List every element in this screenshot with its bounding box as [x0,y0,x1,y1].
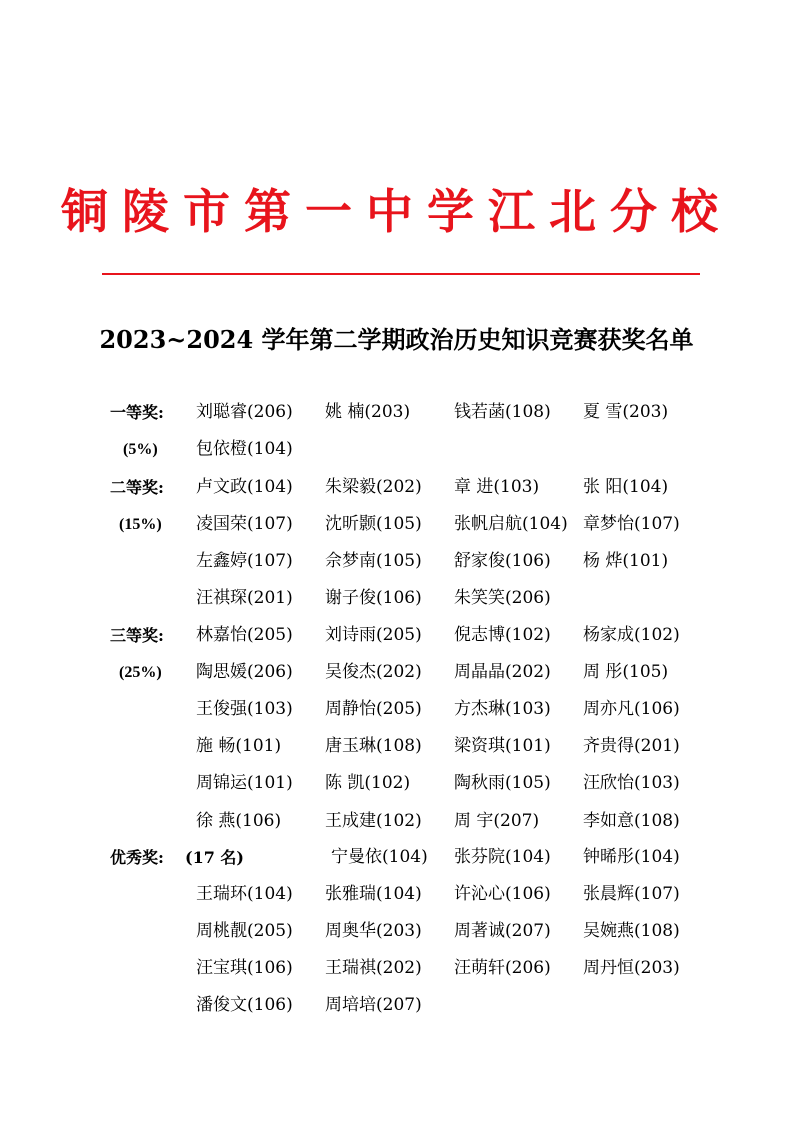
first-prize-winner: 钱若菡(108) [454,402,551,422]
excellent-prize-winner: 周丹恒(203) [583,958,680,979]
second-prize-winner: 汪祺琛(201) [196,588,293,609]
second-prize-winner: 谢子俊(106) [325,588,422,609]
third-prize-winner: 周晶晶(202) [454,662,551,683]
second-prize-winner: 朱梁毅(202) [325,477,422,497]
excellent-prize-winner: 汪萌轩(206) [454,958,551,979]
third-prize-winner: 倪志博(102) [454,625,551,645]
third-prize-winner: 周亦凡(106) [583,699,680,720]
excellent-prize-winner: 张晨辉(107) [583,884,680,905]
excellent-prize-winner: 王瑞祺(202) [325,958,422,979]
third-prize-winner: 方杰琳(103) [454,699,551,720]
third-prize-winner: 李如意(108) [583,810,680,831]
third-prize-winner: 徐 燕(106) [196,810,282,831]
excellent-prize-winner: 周著诚(207) [454,921,551,942]
school-name-header: 铜陵市第一中学江北分校 [61,185,732,240]
excellent-prize-winner: 宁曼依(104) [331,847,428,867]
third-prize-winner: 周 彤(105) [583,662,669,683]
first-prize-winner: 夏 雪(203) [583,402,669,422]
second-prize-winner: 卢文政(104) [196,477,293,497]
first-prize-winner: 刘聪睿(206) [196,402,293,422]
third-prize-winner: 王成建(102) [325,810,422,831]
excellent-prize-winner: 潘俊文(106) [196,995,293,1016]
excellent-prize-winner: 张雅瑞(104) [325,884,422,905]
excellent-prize-count: (17 名) [185,848,244,867]
third-prize-winner: 杨家成(102) [583,625,680,645]
second-prize-winner: 张帆启航(104) [454,514,568,535]
excellent-prize-winner: 汪宝琪(106) [196,958,293,979]
second-prize-winner: 沈昕颢(105) [325,514,422,535]
second-prize-winner: 章梦怡(107) [583,514,680,535]
third-prize-winner: 施 畅(101) [196,736,282,757]
third-prize-winner: 周静怡(205) [325,699,422,720]
excellent-prize-winner: 吴婉燕(108) [583,921,680,942]
excellent-prize-winner: 许沁心(106) [454,884,551,905]
header-divider-line [102,273,700,275]
first-prize-ratio: (5%) [123,441,158,458]
document-title: 2023~2024 学年第二学期政治历史知识竞赛获奖名单 [99,325,694,354]
second-prize-winner: 佘梦南(105) [325,551,422,572]
first-prize-label: 一等奖: [110,403,164,422]
second-prize-winner: 凌国荣(107) [196,514,293,535]
third-prize-winner: 林嘉怡(205) [196,625,293,645]
excellent-prize-winner: 周奥华(203) [325,921,422,942]
third-prize-winner: 陈 凯(102) [325,773,411,794]
third-prize-winner: 王俊强(103) [196,699,293,720]
third-prize-winner: 梁资琪(101) [454,736,551,757]
first-prize-winner: 包依橙(104) [196,439,293,460]
second-prize-winner: 杨 烨(101) [583,551,669,572]
third-prize-ratio: (25%) [119,664,162,681]
first-prize-winner: 姚 楠(203) [325,402,411,422]
third-prize-winner: 陶思媛(206) [196,662,293,683]
excellent-prize-winner: 钟晞彤(104) [583,847,680,867]
third-prize-label: 三等奖: [110,626,164,645]
second-prize-winner: 舒家俊(106) [454,551,551,572]
third-prize-winner: 陶秋雨(105) [454,773,551,794]
third-prize-winner: 周锦运(101) [196,773,293,794]
second-prize-label: 二等奖: [110,478,164,497]
third-prize-winner: 汪欣怡(103) [583,773,680,794]
third-prize-winner: 齐贵得(201) [583,736,680,757]
excellent-prize-winner: 张芬院(104) [454,847,551,867]
second-prize-winner: 左鑫婷(107) [196,551,293,572]
third-prize-winner: 周 宇(207) [454,810,540,831]
excellent-prize-winner: 王瑞环(104) [196,884,293,905]
second-prize-winner: 朱笑笑(206) [454,588,551,609]
third-prize-winner: 吴俊杰(202) [325,662,422,683]
excellent-prize-winner: 周培培(207) [325,995,422,1016]
second-prize-ratio: (15%) [119,516,162,533]
excellent-prize-winner: 周桃靓(205) [196,921,293,942]
excellent-prize-label: 优秀奖: [110,848,164,867]
third-prize-winner: 唐玉琳(108) [325,736,422,757]
third-prize-winner: 刘诗雨(205) [325,625,422,645]
second-prize-winner: 章 进(103) [454,477,540,497]
second-prize-winner: 张 阳(104) [583,477,669,497]
